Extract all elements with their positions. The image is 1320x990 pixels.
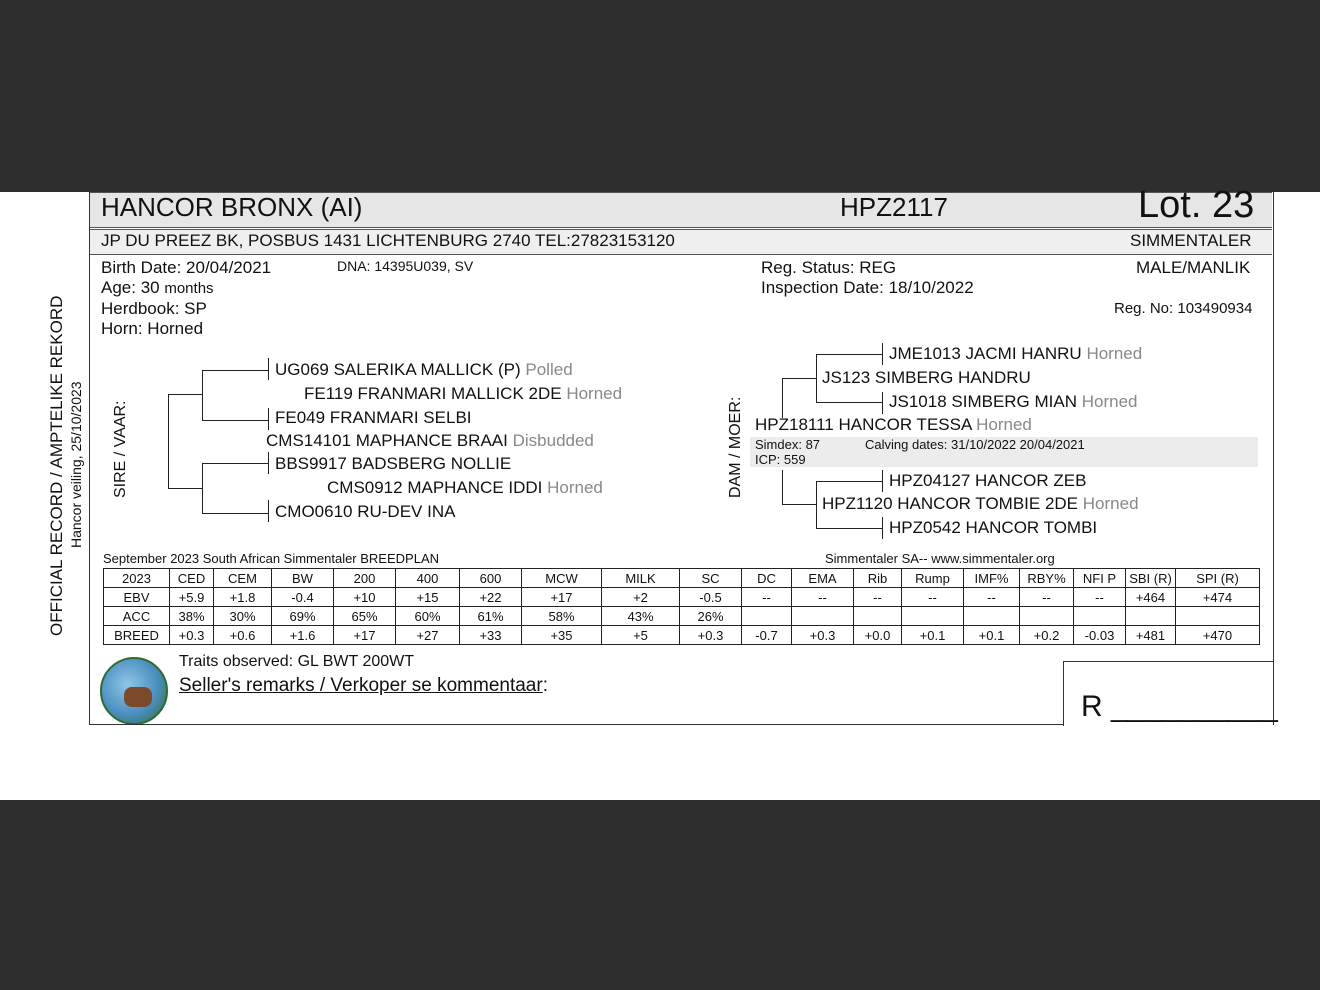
table-cell: SBI (R) [1126,569,1176,588]
owner-address: JP DU PREEZ BK, POSBUS 1431 LICHTENBURG 2740 TEL:27823153120 [101,231,675,250]
table-cell: +27 [396,626,460,645]
age-value: Age: 30 [101,278,160,297]
mgs-dam [889,392,1138,412]
table-cell: MILK [602,569,680,588]
table-cell [792,607,854,626]
mgd-sire: HPZ04127 HANCOR ZEB [889,471,1087,490]
row-label-cell: EBV [104,588,170,607]
sellers-remarks [179,675,548,697]
dam-horn: Horned [976,415,1032,434]
auction-label: Hancor veiling, 25/10/2023 [68,381,84,548]
table-cell: Rump [902,569,964,588]
sire-horn: Disbudded [512,431,594,450]
table-cell [964,607,1020,626]
sire-bracket-line [202,370,203,420]
table-cell [1020,607,1074,626]
breedplan-website: Simmentaler SA-- www.simmentaler.org [825,551,1055,566]
table-cell: DC [742,569,792,588]
sire-sire-dam-sire [304,384,622,404]
dna: DNA: 14395U039, SV [337,258,474,274]
table-cell: 38% [170,607,214,626]
table-cell [742,607,792,626]
animal-name: HANCOR BRONX (AI) [101,192,363,222]
dam-of-sire-sire: BBS9917 BADSBERG NOLLIE [275,454,512,473]
reg-number: Reg. No: 103490934 [1114,300,1253,317]
table-cell: 200 [334,569,396,588]
maternal-granddam [822,494,1139,514]
table-cell [854,607,902,626]
sire-bracket-line [268,408,269,430]
dam-bracket-line [816,402,882,403]
table-cell: +35 [522,626,602,645]
table-cell: +17 [334,626,396,645]
dam-simdex: Simdex: 87 [755,437,821,452]
table-cell: 400 [396,569,460,588]
dam-bracket-line [882,517,883,539]
top-letterbox [0,0,1320,192]
mgs-sire [889,344,1142,364]
dam-bracket-line [816,354,882,355]
sellers-remarks-colon: : [542,675,548,696]
table-cell: 65% [334,607,396,626]
dam-bracket-line [882,470,883,492]
logo-cattle-image [124,687,152,707]
sire-bracket-line [202,463,203,513]
sire-bracket-line [268,500,269,522]
table-cell: -0.03 [1074,626,1126,645]
table-cell: +5 [602,626,680,645]
sire-bracket-line [168,394,202,395]
row-label-cell: 2023 [104,569,170,588]
maternal-grandsire: JS123 SIMBERG HANDRU [822,368,1031,387]
sire-bracket-line [202,463,268,464]
row-label-cell: ACC [104,607,170,626]
age [101,278,214,298]
sire-bracket-line [168,394,169,488]
table-cell: 58% [522,607,602,626]
card-bottom-border [89,724,1064,725]
sire-dam: FE049 FRANMARI SELBI [275,408,472,427]
dam-bracket-line [816,481,817,528]
dam-bracket-line [782,378,783,418]
herdbook: Herdbook: SP [101,299,207,318]
age-unit: months [164,280,214,297]
dam-bracket-line [782,378,816,379]
row-label-cell: BREED [104,626,170,645]
sire-name: CMS14101 MAPHANCE BRAAI [266,431,508,450]
official-record-label: OFFICIAL RECORD / AMPTELIKE REKORD [47,295,66,636]
mgs-sire-horn: Horned [1086,344,1143,363]
dam-bracket-line [816,481,882,482]
mgs-dam-horn: Horned [1081,392,1138,411]
table-cell: +5.9 [170,588,214,607]
table-cell: +0.6 [214,626,272,645]
sire-bracket-line [268,358,269,380]
table-cell: +0.0 [854,626,902,645]
table-cell: 60% [396,607,460,626]
sire-bracket-line [268,452,269,474]
mgs-dam-name: JS1018 SIMBERG MIAN [889,392,1078,411]
dam-bracket-line [882,392,883,414]
table-cell: +474 [1176,588,1260,607]
sire-label: SIRE / VAAR: [112,400,129,498]
dam-bracket-line [782,504,816,505]
table-cell: 600 [460,569,522,588]
sire-sire-dam-sire-name: FE119 FRANMARI MALLICK 2DE [304,384,562,403]
sex: MALE/MANLIK [1136,258,1251,277]
sire-bracket-line [202,420,268,421]
table-cell: CEM [214,569,272,588]
birth-date: Birth Date: 20/04/2021 [101,258,272,277]
maternal-granddam-horn: Horned [1082,494,1139,513]
simmentaler-logo [100,657,168,725]
breedplan-table [103,568,1260,645]
breed-name: SIMMENTALER [1130,231,1252,250]
table-cell: +15 [396,588,460,607]
reg-status: Reg. Status: REG [761,258,897,277]
table-cell: 43% [602,607,680,626]
traits-observed: Traits observed: GL BWT 200WT [179,653,415,670]
table-cell: -0.5 [680,588,742,607]
breedplan-caption: September 2023 South African Simmentaler BREEDPLAN [103,551,440,566]
table-cell: -- [792,588,854,607]
dam-calving-dates: Calving dates: 31/10/2022 20/04/2021 [865,437,1085,452]
sire [266,431,594,451]
dam-bracket-line [816,528,882,529]
dam-name: HPZ18111 HANCOR TESSA [755,415,972,434]
table-cell: 26% [680,607,742,626]
table-cell [902,607,964,626]
table-cell: +464 [1126,588,1176,607]
animal-id: HPZ2117 [840,192,948,222]
sire-sire [275,360,573,380]
dam-of-sire-dam: CMO0610 RU-DEV INA [275,502,456,521]
table-cell: +0.2 [1020,626,1074,645]
table-cell: EMA [792,569,854,588]
table-cell: +2 [602,588,680,607]
table-cell: +0.3 [792,626,854,645]
table-cell: SC [680,569,742,588]
table-cell: CED [170,569,214,588]
table-cell: +1.8 [214,588,272,607]
maternal-granddam-name: HPZ1120 HANCOR TOMBIE 2DE [822,494,1079,513]
lot-number: Lot. 23 [1138,184,1255,226]
table-cell: +0.1 [964,626,1020,645]
table-cell: SPI (R) [1176,569,1260,588]
table-cell: -0.4 [272,588,334,607]
price-field[interactable]: R __________ [1081,690,1278,723]
mgd-dam: HPZ0542 HANCOR TOMBI [889,518,1098,537]
table-header-row [104,569,1260,588]
table-cell: IMF% [964,569,1020,588]
table-cell: +470 [1176,626,1260,645]
table-cell [1074,607,1126,626]
dam-of-sire [327,478,603,498]
table-cell: -0.7 [742,626,792,645]
table-row [104,607,1260,626]
dam-icp: ICP: 559 [755,452,806,467]
table-cell: NFI P [1074,569,1126,588]
table-cell: -- [854,588,902,607]
dam-bracket-line [882,343,883,365]
sire-sire-name: UG069 SALERIKA MALLICK (P) [275,360,521,379]
dam-of-sire-horn: Horned [547,478,603,497]
table-cell: -- [902,588,964,607]
table-cell: 30% [214,607,272,626]
sire-bracket-line [202,513,268,514]
dam [755,415,1032,435]
bottom-letterbox [0,800,1320,990]
table-cell: +17 [522,588,602,607]
sire-bracket-line [202,370,268,371]
dam-bracket-line [782,470,783,504]
table-cell: +10 [334,588,396,607]
dam-label: DAM / MOER: [727,396,744,498]
table-cell: MCW [522,569,602,588]
table-cell: +0.3 [680,626,742,645]
table-cell: 61% [460,607,522,626]
table-cell: -- [1074,588,1126,607]
table-cell: Rib [854,569,902,588]
table-cell: +0.1 [902,626,964,645]
horn-status: Horn: Horned [101,319,204,338]
table-row [104,588,1260,607]
table-cell: -- [964,588,1020,607]
table-cell: +481 [1126,626,1176,645]
table-cell: +0.3 [170,626,214,645]
table-cell: BW [272,569,334,588]
sire-sire-dam-sire-horn: Horned [566,384,623,403]
dam-bracket-line [816,354,817,402]
mgs-sire-name: JME1013 JACMI HANRU [889,344,1082,363]
sellers-remarks-label: Seller's remarks / Verkoper se kommentaar [179,675,543,696]
table-cell: 69% [272,607,334,626]
table-row [104,626,1260,645]
sire-sire-horn: Polled [525,360,573,379]
dam-of-sire-name: CMS0912 MAPHANCE IDDI [327,478,543,497]
table-cell [1176,607,1260,626]
sire-bracket-line [168,488,202,489]
table-cell: -- [742,588,792,607]
table-cell: RBY% [1020,569,1074,588]
table-cell: +1.6 [272,626,334,645]
table-cell: +33 [460,626,522,645]
inspection-date: Inspection Date: 18/10/2022 [761,278,974,297]
table-cell [1126,607,1176,626]
table-cell: -- [1020,588,1074,607]
table-cell: +22 [460,588,522,607]
